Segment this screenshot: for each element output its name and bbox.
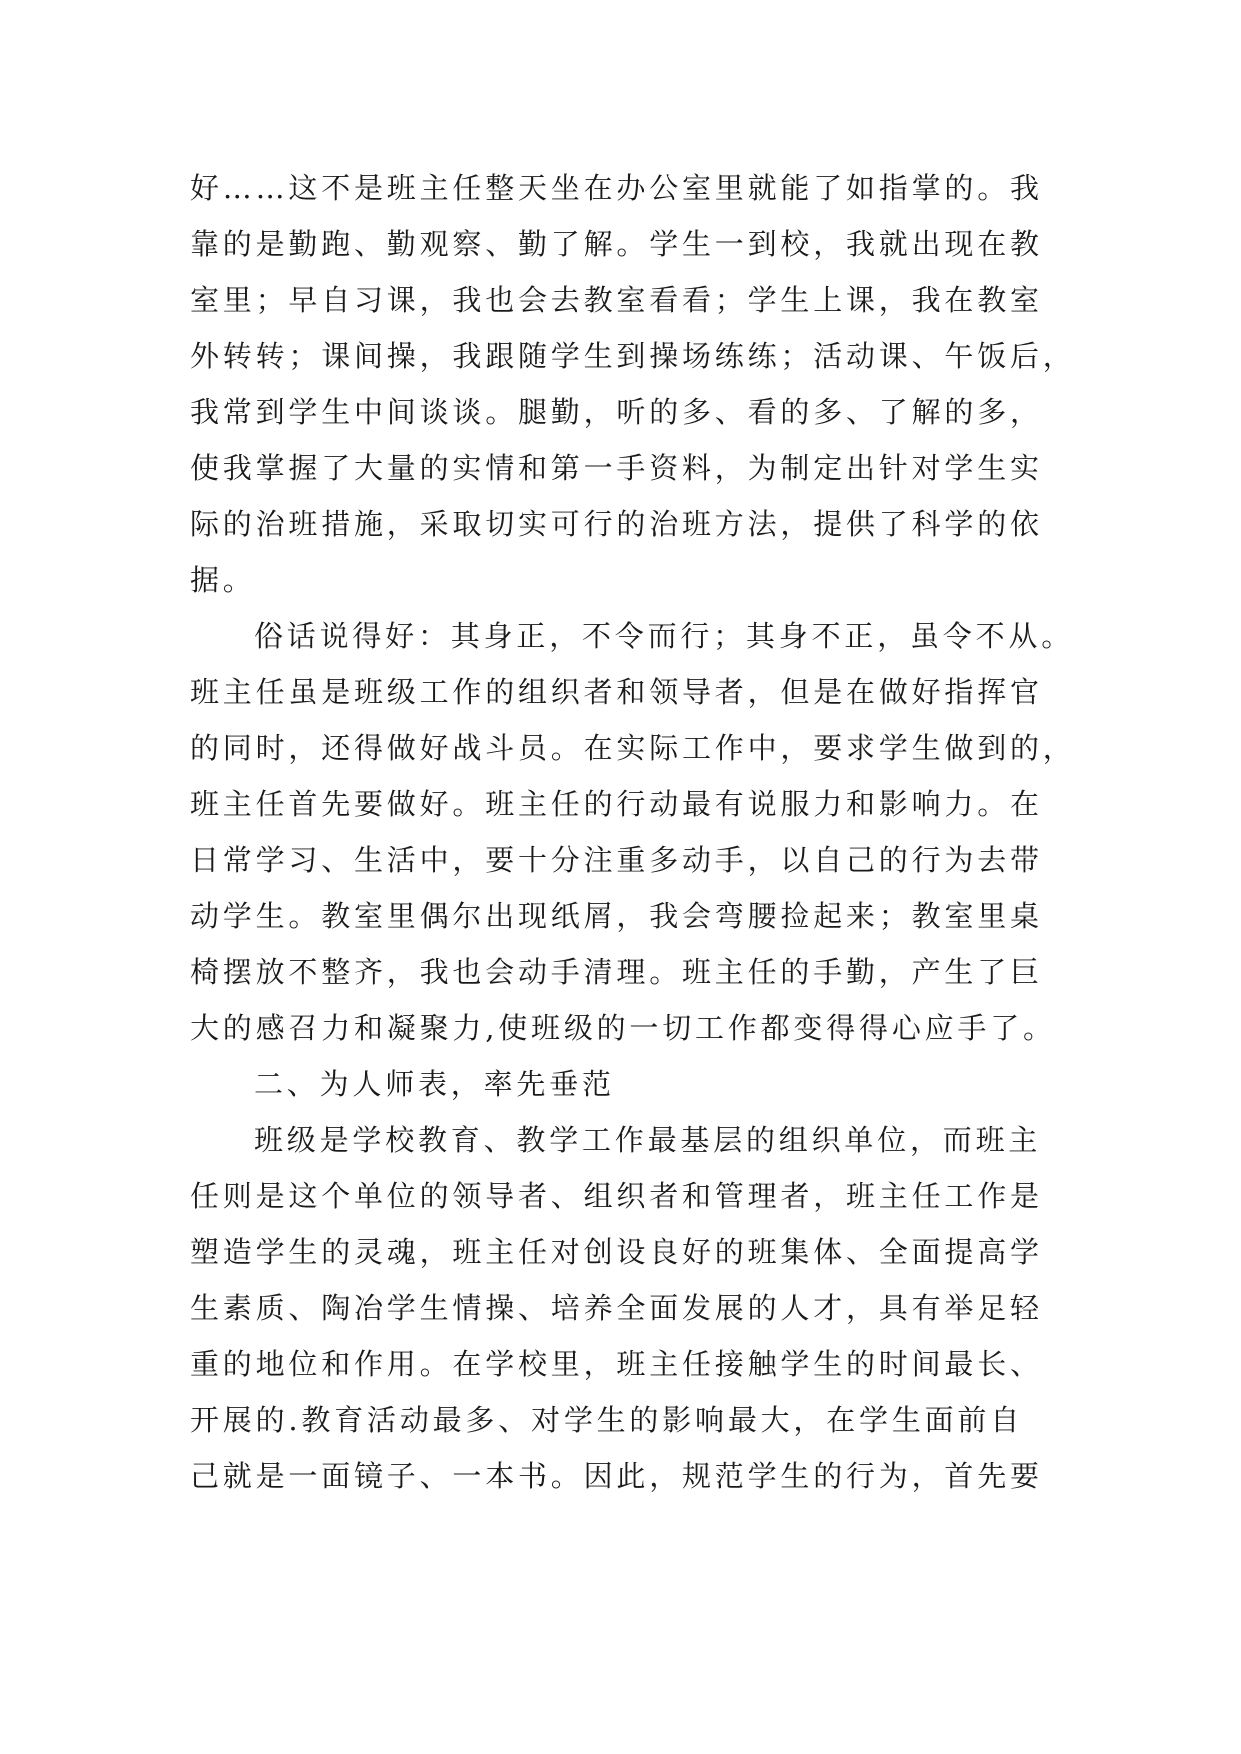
text-line: 班主任首先要做好。班主任的行动最有说服力和影响力。在 xyxy=(190,787,1043,821)
heading-text: 二、为人师表，率先垂范 xyxy=(254,1067,615,1101)
section-heading xyxy=(190,1056,1055,1112)
text-line: 椅摆放不整齐，我也会动手清理。班主任的手勤，产生了巨 xyxy=(190,955,1043,989)
text-line: 任则是这个单位的领导者、组织者和管理者，班主任工作是 xyxy=(190,1179,1043,1213)
paragraph-2 xyxy=(190,608,1076,1056)
text-line: 开展的.教育活动最多、对学生的影响最大，在学生面前自 xyxy=(190,1403,1024,1437)
text-line: 大的感召力和凝聚力,使班级的一切工作都变得得心应手了。 xyxy=(190,1011,1056,1045)
text-line: 重的地位和作用。在学校里，班主任接触学生的时间最长、 xyxy=(190,1347,1043,1381)
text-line: 生素质、陶冶学生情操、培养全面发展的人才，具有举足轻 xyxy=(190,1291,1043,1325)
text-line: 俗话说得好：其身正，不令而行；其身不正，虽令不从。 xyxy=(254,619,1075,653)
body-text xyxy=(190,160,1076,1504)
text-line: 动学生。教室里偶尔出现纸屑，我会弯腰捡起来；教室里桌 xyxy=(190,899,1043,933)
text-line: 使我掌握了大量的实情和第一手资料，为制定出针对学生实 xyxy=(190,451,1043,485)
text-line: 班级是学校教育、教学工作最基层的组织单位，而班主 xyxy=(254,1123,1042,1157)
paragraph-1 xyxy=(190,160,1076,608)
text-line: 靠的是勤跑、勤观察、勤了解。学生一到校，我就出现在教 xyxy=(190,227,1043,261)
paragraph-3 xyxy=(190,1112,1055,1504)
text-line: 际的治班措施，采取切实可行的治班方法，提供了科学的依 xyxy=(190,507,1043,541)
text-line: 室里；早自习课，我也会去教室看看；学生上课，我在教室 xyxy=(190,283,1043,317)
text-line: 日常学习、生活中，要十分注重多动手，以自己的行为去带 xyxy=(190,843,1043,877)
text-line: 好……这不是班主任整天坐在办公室里就能了如指掌的。我 xyxy=(190,171,1043,205)
text-line: 的同时，还得做好战斗员。在实际工作中，要求学生做到的， xyxy=(190,731,1076,765)
text-line: 据。 xyxy=(190,563,256,597)
text-line: 己就是一面镜子、一本书。因此，规范学生的行为，首先要 xyxy=(190,1459,1043,1493)
text-line: 班主任虽是班级工作的组织者和领导者，但是在做好指挥官 xyxy=(190,675,1043,709)
text-line: 我常到学生中间谈谈。腿勤，听的多、看的多、了解的多， xyxy=(190,395,1043,429)
text-line: 塑造学生的灵魂，班主任对创设良好的班集体、全面提高学 xyxy=(190,1235,1043,1269)
text-line: 外转转；课间操，我跟随学生到操场练练；活动课、午饭后， xyxy=(190,339,1076,373)
